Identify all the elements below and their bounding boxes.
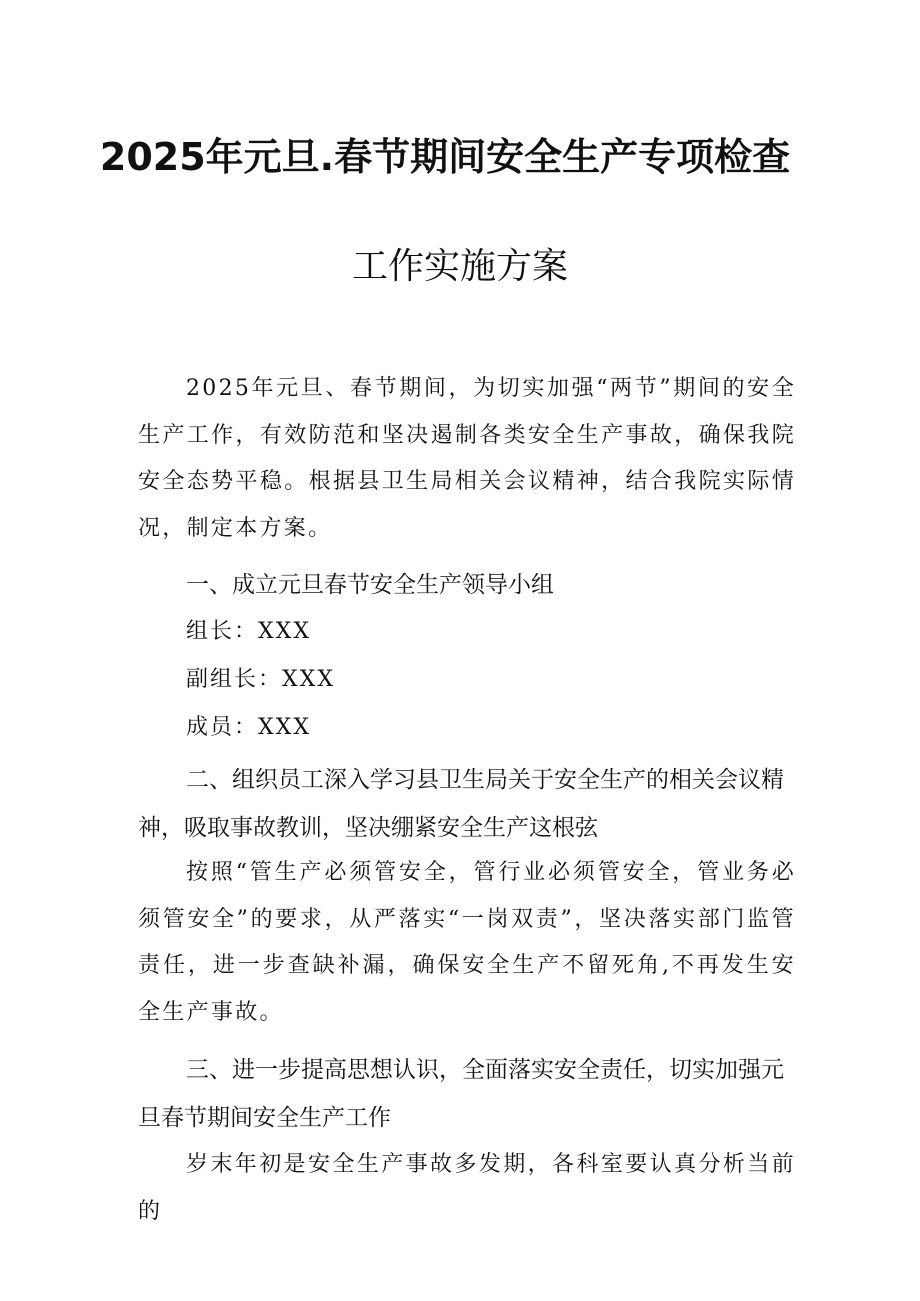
- section-3-heading: 三、进一步提高思想认识，全面落实安全责任，切实加强元旦春节期间安全生产工作: [138, 1057, 784, 1131]
- section-2-paragraph: 按照“管生产必须管安全，管行业必须管安全，管业务必须管安全”的要求，从严落实“一岗双责”，坚决落实部门监管责任，进一步查缺补漏，确保安全生产不留死角,不再发生安全生产事故。: [138, 860, 796, 1025]
- group-leader: 组长：XXX: [186, 619, 311, 644]
- document-title-line-1: 2025年元旦.春节期间安全生产专项检查: [99, 135, 791, 179]
- section-3-paragraph: 岁末年初是安全生产事故多发期，各科室要认真分析当前的: [138, 1152, 796, 1224]
- document-title-line-2: 工作实施方案: [351, 246, 568, 287]
- section-2-heading: 二、组织员工深入学习县卫生局关于安全生产的相关会议精神，吸取事故教训，坚决绷紧安全生产这根弦: [138, 767, 784, 841]
- group-members: 成员：XXX: [186, 715, 311, 740]
- deputy-group-leader: 副组长：XXX: [186, 667, 335, 692]
- section-1-heading: 一、成立元旦春节安全生产领导小组: [186, 572, 554, 598]
- intro-paragraph: 2025年元旦、春节期间，为切实加强“两节”期间的安全生产工作，有效防范和坚决遏制各类安全生产事故，确保我院安全态势平稳。根据县卫生局相关会议精神，结合我院实际情况，制定本方案。: [138, 376, 796, 541]
